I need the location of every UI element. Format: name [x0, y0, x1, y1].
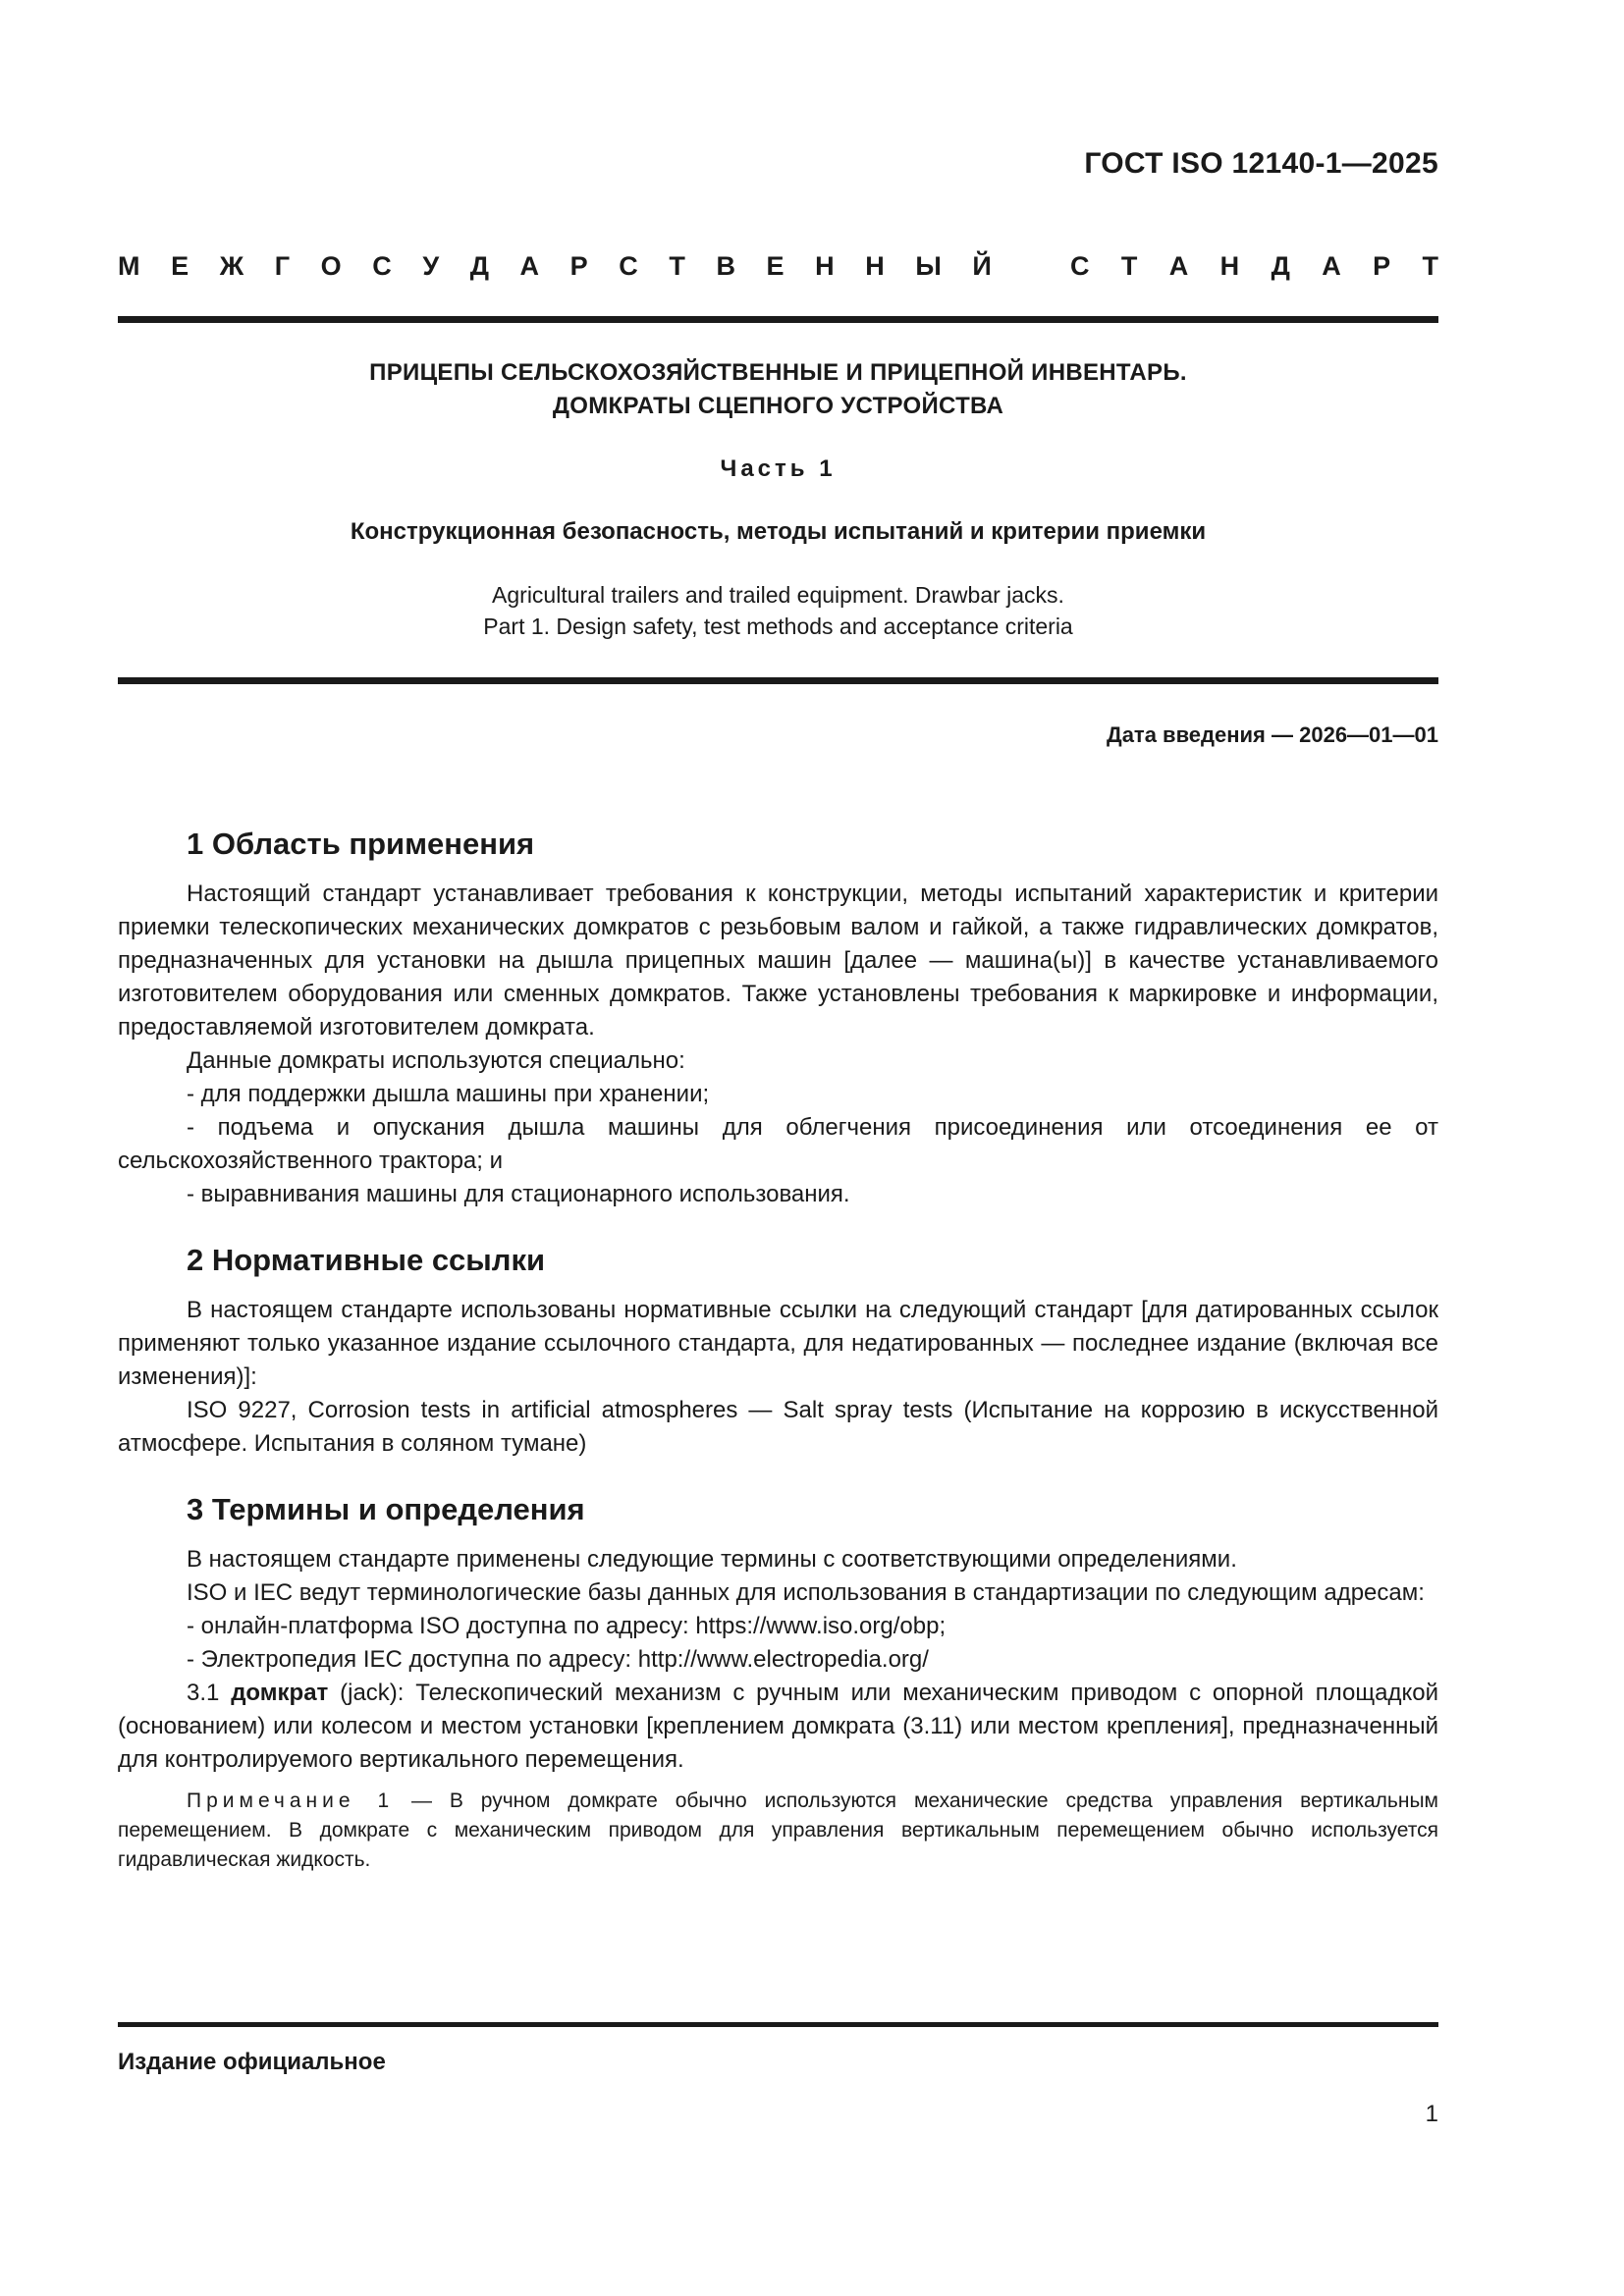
- paragraph: В настоящем стандарте использованы нормативные ссылки на следующий стандарт [для датированных ссылок применяют только указанное издание ссылочного стандарта, для недатированных — последнее издание (включая все изменения)]:: [118, 1297, 1438, 1390]
- banner-letter: Т: [1422, 251, 1438, 281]
- banner-letter: А: [1322, 251, 1341, 281]
- banner-letter: О: [320, 251, 342, 281]
- banner-letter: Н: [1219, 251, 1240, 281]
- list-item: - онлайн-платформа ISO доступна по адресу: https://www.iso.org/obp;: [187, 1613, 947, 1639]
- list-item: - подъема и опускания дышла машины для облегчения присоединения или отсоединения ее от сельскохозяйственного трактора; и: [118, 1114, 1438, 1174]
- list-item: - выравнивания машины для стационарного использования.: [187, 1181, 850, 1207]
- section-normative-references: [118, 1241, 1438, 1461]
- banner-letter: М: [118, 251, 140, 281]
- paragraph: ISO и IEC ведут терминологические базы данных для использования в стандартизации по следующим адресам:: [187, 1579, 1425, 1606]
- banner-letter: С: [619, 251, 638, 281]
- banner-letter: Г: [274, 251, 291, 281]
- list-item: - для поддержки дышла машины при хранении;: [187, 1081, 710, 1107]
- banner-letter: С: [372, 251, 392, 281]
- banner-letter: С: [1070, 251, 1090, 281]
- title-subtitle: Конструкционная безопасность, методы испытаний и критерии приемки: [350, 518, 1207, 545]
- page-number: 1: [1425, 2101, 1438, 2127]
- note-text: — В ручном домкрате обычно используются механические средства управления вертикальным перемещением. В домкрате с механическим приводом для управления вертикальным перемещением обычно используется гидравлическая жидкость.: [118, 1789, 1438, 1871]
- note: [118, 1787, 1438, 1875]
- paragraph: В настоящем стандарте применены следующие термины с соответствующими определениями.: [187, 1546, 1237, 1573]
- title-english-line-1: Agricultural trailers and trailed equipment. Drawbar jacks.: [492, 582, 1064, 608]
- section-scope: [118, 825, 1438, 1211]
- section-heading: 2 Нормативные ссылки: [187, 1243, 546, 1277]
- banner-letter: А: [1168, 251, 1189, 281]
- interstate-word: [118, 251, 992, 282]
- footer-rule: [118, 2022, 1438, 2027]
- title-english: [118, 579, 1438, 642]
- interstate-standard-banner: [118, 251, 1438, 282]
- banner-letter: Т: [669, 251, 685, 281]
- banner-letter: Н: [815, 251, 835, 281]
- introduction-date: Дата введения — 2026—01—01: [1107, 722, 1438, 747]
- official-edition-label: Издание официальное: [118, 2049, 386, 2075]
- banner-letter: Д: [469, 251, 489, 281]
- term-definition: [118, 1677, 1438, 1777]
- banner-letter: Е: [766, 251, 785, 281]
- section-heading: 1 Область применения: [187, 827, 535, 861]
- standard-word: [1070, 251, 1438, 282]
- list-item: - Электропедия IEC доступна по адресу: http://www.electropedia.org/: [187, 1646, 929, 1673]
- title-english-line-2: Part 1. Design safety, test methods and acceptance criteria: [483, 614, 1073, 639]
- title-part: Часть 1: [720, 455, 837, 482]
- document-content: [118, 825, 1438, 1904]
- section-heading: 3 Термины и определения: [187, 1492, 585, 1526]
- term-word: домкрат: [231, 1680, 329, 1706]
- section-terms: [118, 1490, 1438, 1875]
- banner-letter: У: [422, 251, 440, 281]
- banner-letter: А: [519, 251, 540, 281]
- banner-letter: Н: [865, 251, 885, 281]
- banner-letter: Т: [1120, 251, 1138, 281]
- paragraph: Настоящий стандарт устанавливает требования к конструкции, методы испытаний характеристик и критерии приемки телескопических механических домкратов с резьбовым валом и гайкой, а также гидравлических домкратов, предназначенных для установки на дышла прицепных машин [далее — машина(ы)] в качестве устанавливаемого изготовителем оборудования или сменных домкратов. Также установлены требования к маркировке и информации, предоставляемой изготовителем домкрата.: [118, 881, 1438, 1041]
- paragraph: Данные домкраты используются специально:: [187, 1047, 685, 1074]
- term-definition-text: (jack): Телескопический механизм с ручным или механическим приводом с опорной площадкой (основанием) или колесом и местом установки [креплением домкрата (3.11) или местом крепления], предназначенный для контролируемого вертикального перемещения.: [118, 1680, 1439, 1773]
- paragraph: ISO 9227, Corrosion tests in artificial atmospheres — Salt spray tests (Испытание на коррозию в искусственной атмосфере. Испытания в соляном тумане): [118, 1397, 1438, 1457]
- gost-number: ГОСТ ISO 12140-1—2025: [1084, 147, 1438, 180]
- banner-letter: В: [716, 251, 735, 281]
- title-line-1: ПРИЦЕПЫ СЕЛЬСКОХОЗЯЙСТВЕННЫЕ И ПРИЦЕПНОЙ ИНВЕНТАРЬ.: [369, 359, 1187, 386]
- banner-letter: Д: [1271, 251, 1290, 281]
- banner-letter: Р: [569, 251, 588, 281]
- title-bottom-rule: [118, 677, 1438, 684]
- top-rule: [118, 316, 1438, 323]
- banner-letter: Р: [1373, 251, 1391, 281]
- banner-letter: Е: [171, 251, 189, 281]
- note-label: Примечание 1: [187, 1789, 395, 1812]
- banner-letter: Ж: [219, 251, 244, 281]
- banner-letter: Ы: [915, 251, 942, 281]
- term-number: 3.1: [187, 1680, 232, 1706]
- document-title: [118, 356, 1438, 423]
- title-line-2: ДОМКРАТЫ СЦЕПНОГО УСТРОЙСТВА: [552, 393, 1004, 419]
- banner-letter: Й: [972, 251, 992, 281]
